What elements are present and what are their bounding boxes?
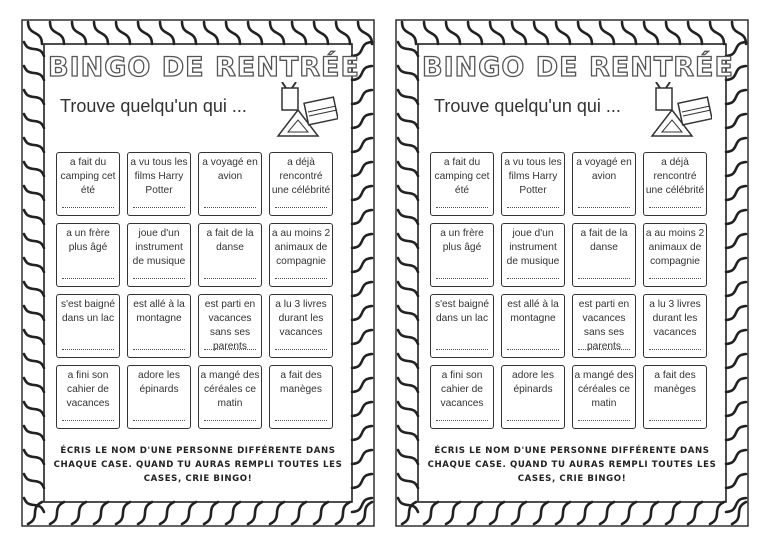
- name-write-line[interactable]: [62, 349, 114, 350]
- bingo-sheet-right: [388, 12, 756, 534]
- bingo-cell[interactable]: [198, 223, 262, 287]
- frame-wave-stroke: [398, 426, 418, 440]
- bingo-cell[interactable]: [501, 294, 565, 358]
- name-write-line[interactable]: [62, 207, 114, 208]
- frame-wave-stroke: [644, 22, 658, 44]
- frame-wave-stroke: [24, 426, 44, 440]
- frame-wave-stroke: [160, 502, 174, 524]
- frame-wave-stroke: [292, 502, 306, 524]
- cell-prompt: joue d'un instrument de musique: [132, 228, 186, 267]
- frame-wave-stroke: [446, 502, 460, 524]
- cell-prompt: a fait de la danse: [580, 228, 628, 253]
- cell-prompt: s'est baigné dans un lac: [60, 299, 116, 324]
- school-supplies-icon: [648, 82, 712, 140]
- name-write-line[interactable]: [578, 278, 630, 279]
- frame-wave-stroke: [24, 186, 44, 200]
- frame-wave-stroke: [314, 22, 328, 44]
- frame-wave-stroke: [398, 330, 418, 344]
- frame-wave-stroke: [732, 22, 746, 44]
- school-supplies-icon: [274, 82, 338, 140]
- frame-wave-stroke: [398, 210, 418, 224]
- frame-wave-stroke: [352, 258, 372, 272]
- frame-wave-stroke: [352, 162, 372, 176]
- frame-wave-stroke: [358, 22, 372, 44]
- bingo-cell[interactable]: [643, 223, 707, 287]
- bingo-cell[interactable]: [269, 294, 333, 358]
- frame-wave-stroke: [352, 402, 372, 416]
- frame-wave-stroke: [352, 306, 372, 320]
- frame-wave-stroke: [314, 502, 328, 524]
- frame-wave-stroke: [398, 138, 418, 152]
- bingo-cell[interactable]: [430, 294, 494, 358]
- pencil-cup-shape: [656, 88, 672, 110]
- bingo-cell[interactable]: [269, 152, 333, 216]
- name-write-line[interactable]: [507, 278, 559, 279]
- bingo-cell[interactable]: [501, 365, 565, 429]
- bingo-cell[interactable]: [643, 365, 707, 429]
- cell-prompt: a lu 3 livres durant les vacances: [649, 299, 701, 338]
- frame-wave-stroke: [352, 330, 372, 344]
- frame-wave-stroke: [24, 90, 44, 104]
- bingo-grid: [56, 152, 338, 429]
- frame-wave-stroke: [578, 502, 592, 524]
- bingo-cell[interactable]: [572, 223, 636, 287]
- pencil-cup-shape: [282, 88, 298, 110]
- frame-wave-stroke: [726, 210, 746, 224]
- cell-prompt: a voyagé en avion: [576, 157, 632, 182]
- frame-wave-stroke: [726, 378, 746, 392]
- frame-wave-stroke: [50, 22, 64, 44]
- frame-wave-stroke: [556, 502, 570, 524]
- name-write-line[interactable]: [133, 278, 185, 279]
- frame-wave-stroke: [600, 22, 614, 44]
- name-write-line[interactable]: [204, 278, 256, 279]
- sheet-content: [422, 48, 734, 500]
- frame-wave-stroke: [644, 502, 658, 524]
- bingo-cell[interactable]: [269, 223, 333, 287]
- bingo-cell[interactable]: [643, 294, 707, 358]
- frame-wave-stroke: [490, 22, 504, 44]
- frame-wave-stroke: [468, 22, 482, 44]
- frame-wave-stroke: [726, 354, 746, 368]
- cell-prompt: adore les épinards: [512, 370, 554, 395]
- frame-wave-stroke: [352, 282, 372, 296]
- frame-wave-stroke: [622, 502, 636, 524]
- frame-wave-stroke: [50, 502, 64, 524]
- frame-wave-stroke: [336, 502, 350, 524]
- pencil-shape: [292, 82, 296, 88]
- name-write-line[interactable]: [436, 420, 488, 421]
- frame-wave-stroke: [352, 186, 372, 200]
- frame-wave-stroke: [398, 378, 418, 392]
- frame-wave-stroke: [726, 426, 746, 440]
- frame-wave-stroke: [424, 502, 438, 524]
- frame-wave-stroke: [402, 22, 416, 44]
- cell-prompt: a fini son cahier de vacances: [440, 370, 484, 409]
- frame-wave-stroke: [72, 502, 86, 524]
- cell-prompt: a fait des manèges: [654, 370, 696, 395]
- bingo-cell[interactable]: [127, 294, 191, 358]
- sheet-title: BINGO DE RENTRÉE: [48, 52, 360, 83]
- cell-prompt: a fait du camping cet été: [60, 157, 116, 196]
- frame-wave-stroke: [226, 22, 240, 44]
- name-write-line[interactable]: [275, 207, 327, 208]
- bingo-cell[interactable]: [198, 294, 262, 358]
- frame-wave-stroke: [398, 234, 418, 248]
- frame-wave-stroke: [468, 502, 482, 524]
- frame-wave-stroke: [24, 234, 44, 248]
- frame-wave-stroke: [710, 22, 724, 44]
- frame-wave-stroke: [726, 282, 746, 296]
- frame-wave-stroke: [666, 22, 680, 44]
- instructions-text: ÉCRIS LE NOM D'UNE PERSONNE DIFFÉRENTE DANS CHAQUE CASE. QUAND TU AURAS REMPLI TOUTES LES CASES, CRIE BINGO!: [427, 446, 717, 484]
- frame-wave-stroke: [248, 502, 262, 524]
- name-write-line[interactable]: [275, 420, 327, 421]
- cell-prompt: est parti en vacances sans ses parents: [204, 299, 256, 352]
- frame-wave-stroke: [512, 22, 526, 44]
- frame-wave-stroke: [398, 306, 418, 320]
- pencil-shape: [282, 82, 286, 88]
- cell-prompt: a fait des manèges: [280, 370, 322, 395]
- frame-wave-stroke: [204, 22, 218, 44]
- frame-wave-stroke: [688, 502, 702, 524]
- frame-wave-stroke: [398, 474, 418, 488]
- frame-wave-stroke: [24, 498, 44, 512]
- frame-wave-stroke: [726, 138, 746, 152]
- frame-wave-stroke: [270, 502, 284, 524]
- frame-wave-stroke: [116, 502, 130, 524]
- frame-wave-stroke: [24, 354, 44, 368]
- bingo-cell[interactable]: [127, 365, 191, 429]
- frame-wave-stroke: [24, 378, 44, 392]
- frame-wave-stroke: [28, 22, 42, 44]
- name-write-line[interactable]: [133, 420, 185, 421]
- sheet-subtitle: Trouve quelqu'un qui ...: [60, 96, 247, 116]
- cell-prompt: a un frère plus âgé: [66, 228, 110, 253]
- frame-wave-stroke: [352, 114, 372, 128]
- bingo-cell[interactable]: [501, 223, 565, 287]
- cell-prompt: a au moins 2 animaux de compagnie: [645, 228, 705, 267]
- frame-wave-stroke: [726, 474, 746, 488]
- frame-wave-stroke: [726, 450, 746, 464]
- name-write-line[interactable]: [507, 207, 559, 208]
- frame-wave-stroke: [534, 502, 548, 524]
- bingo-cell[interactable]: [198, 365, 262, 429]
- name-write-line[interactable]: [133, 207, 185, 208]
- name-write-line[interactable]: [649, 349, 701, 350]
- sheet-content: [48, 48, 360, 500]
- name-write-line[interactable]: [436, 207, 488, 208]
- frame-wave-stroke: [398, 114, 418, 128]
- name-write-line[interactable]: [204, 207, 256, 208]
- bingo-cell[interactable]: [127, 152, 191, 216]
- frame-wave-stroke: [398, 258, 418, 272]
- frame-wave-stroke: [138, 502, 152, 524]
- frame-wave-stroke: [352, 426, 372, 440]
- bingo-cell[interactable]: [643, 152, 707, 216]
- bingo-cell[interactable]: [56, 294, 120, 358]
- cell-prompt: a mangé des céréales ce matin: [200, 370, 260, 409]
- cell-prompt: a mangé des céréales ce matin: [574, 370, 634, 409]
- name-write-line[interactable]: [436, 349, 488, 350]
- name-write-line[interactable]: [649, 278, 701, 279]
- sheet-title: BINGO DE RENTRÉE: [422, 52, 734, 83]
- frame-wave-stroke: [710, 502, 724, 524]
- frame-wave-stroke: [24, 258, 44, 272]
- frame-wave-stroke: [726, 330, 746, 344]
- frame-wave-stroke: [352, 378, 372, 392]
- name-write-line[interactable]: [649, 207, 701, 208]
- name-write-line[interactable]: [649, 420, 701, 421]
- frame-wave-stroke: [204, 502, 218, 524]
- name-write-line[interactable]: [507, 349, 559, 350]
- cell-prompt: a fini son cahier de vacances: [66, 370, 110, 409]
- cell-prompt: joue d'un instrument de musique: [506, 228, 560, 267]
- name-write-line[interactable]: [578, 349, 630, 350]
- name-write-line[interactable]: [62, 278, 114, 279]
- frame-wave-stroke: [622, 22, 636, 44]
- frame-wave-stroke: [398, 90, 418, 104]
- bingo-cell[interactable]: [127, 223, 191, 287]
- frame-wave-stroke: [688, 22, 702, 44]
- cell-prompt: a déjà rencontré une célébrité: [271, 157, 331, 196]
- cell-prompt: est parti en vacances sans ses parents: [578, 299, 630, 352]
- frame-wave-stroke: [292, 22, 306, 44]
- bingo-cell[interactable]: [56, 365, 120, 429]
- cell-prompt: a au moins 2 animaux de compagnie: [271, 228, 331, 267]
- frame-wave-stroke: [578, 22, 592, 44]
- frame-wave-stroke: [24, 66, 44, 80]
- frame-wave-stroke: [358, 502, 372, 524]
- name-write-line[interactable]: [275, 349, 327, 350]
- cell-prompt: a déjà rencontré une célébrité: [645, 157, 705, 196]
- bingo-sheet-left: [14, 12, 382, 534]
- frame-wave-stroke: [24, 114, 44, 128]
- frame-wave-stroke: [24, 210, 44, 224]
- bingo-cell[interactable]: [572, 294, 636, 358]
- frame-wave-stroke: [398, 498, 418, 512]
- frame-wave-stroke: [398, 450, 418, 464]
- frame-wave-stroke: [352, 474, 372, 488]
- cell-prompt: adore les épinards: [138, 370, 180, 395]
- name-write-line[interactable]: [62, 420, 114, 421]
- frame-wave-stroke: [24, 282, 44, 296]
- frame-wave-stroke: [352, 450, 372, 464]
- frame-wave-stroke: [726, 90, 746, 104]
- name-write-line[interactable]: [204, 349, 256, 350]
- instructions-text: ÉCRIS LE NOM D'UNE PERSONNE DIFFÉRENTE DANS CHAQUE CASE. QUAND TU AURAS REMPLI TOUTES LES CASES, CRIE BINGO!: [53, 446, 343, 484]
- pencil-shape: [666, 82, 670, 88]
- bingo-cell[interactable]: [56, 152, 120, 216]
- frame-wave-stroke: [352, 138, 372, 152]
- bingo-cell[interactable]: [198, 152, 262, 216]
- name-write-line[interactable]: [133, 349, 185, 350]
- frame-wave-stroke: [726, 162, 746, 176]
- bingo-cell[interactable]: [430, 365, 494, 429]
- frame-wave-stroke: [24, 450, 44, 464]
- frame-wave-stroke: [352, 210, 372, 224]
- frame-wave-stroke: [666, 502, 680, 524]
- frame-wave-stroke: [352, 234, 372, 248]
- frame-wave-stroke: [160, 22, 174, 44]
- frame-wave-stroke: [72, 22, 86, 44]
- name-write-line[interactable]: [275, 278, 327, 279]
- frame-wave-stroke: [352, 354, 372, 368]
- frame-wave-stroke: [726, 258, 746, 272]
- frame-wave-stroke: [24, 138, 44, 152]
- frame-wave-stroke: [732, 502, 746, 524]
- frame-wave-stroke: [726, 234, 746, 248]
- cell-prompt: a vu tous les films Harry Potter: [504, 157, 562, 196]
- cell-prompt: a un frère plus âgé: [440, 228, 484, 253]
- cell-prompt: a vu tous les films Harry Potter: [130, 157, 188, 196]
- bingo-cell[interactable]: [501, 152, 565, 216]
- frame-wave-stroke: [226, 502, 240, 524]
- frame-wave-stroke: [24, 162, 44, 176]
- frame-wave-stroke: [24, 474, 44, 488]
- name-write-line[interactable]: [507, 420, 559, 421]
- frame-wave-stroke: [182, 502, 196, 524]
- frame-wave-stroke: [398, 162, 418, 176]
- frame-wave-stroke: [24, 330, 44, 344]
- frame-wave-stroke: [446, 22, 460, 44]
- frame-wave-stroke: [248, 22, 262, 44]
- frame-wave-stroke: [726, 186, 746, 200]
- bingo-cell[interactable]: [572, 365, 636, 429]
- frame-wave-stroke: [726, 114, 746, 128]
- frame-wave-stroke: [270, 22, 284, 44]
- frame-wave-stroke: [398, 282, 418, 296]
- name-write-line[interactable]: [204, 420, 256, 421]
- frame-wave-stroke: [24, 306, 44, 320]
- bingo-cell[interactable]: [430, 152, 494, 216]
- name-write-line[interactable]: [578, 207, 630, 208]
- cell-prompt: est allé à la montagne: [133, 299, 185, 324]
- cell-prompt: est allé à la montagne: [507, 299, 559, 324]
- frame-wave-stroke: [398, 354, 418, 368]
- cell-prompt: s'est baigné dans un lac: [434, 299, 490, 324]
- frame-wave-stroke: [94, 502, 108, 524]
- sheet-subtitle: Trouve quelqu'un qui ...: [434, 96, 621, 116]
- frame-wave-stroke: [352, 90, 372, 104]
- bingo-cell[interactable]: [572, 152, 636, 216]
- name-write-line[interactable]: [578, 420, 630, 421]
- name-write-line[interactable]: [436, 278, 488, 279]
- bingo-cell[interactable]: [56, 223, 120, 287]
- bingo-cell[interactable]: [430, 223, 494, 287]
- cell-prompt: a fait du camping cet été: [434, 157, 490, 196]
- frame-wave-stroke: [600, 502, 614, 524]
- bingo-cell[interactable]: [269, 365, 333, 429]
- pencil-shape: [656, 82, 660, 88]
- frame-wave-stroke: [398, 186, 418, 200]
- frame-wave-stroke: [726, 402, 746, 416]
- cell-prompt: a fait de la danse: [206, 228, 254, 253]
- bingo-grid: [430, 152, 712, 429]
- frame-wave-stroke: [24, 402, 44, 416]
- cell-prompt: a lu 3 livres durant les vacances: [275, 299, 327, 338]
- frame-wave-stroke: [534, 22, 548, 44]
- frame-wave-stroke: [424, 22, 438, 44]
- frame-wave-stroke: [182, 22, 196, 44]
- cell-prompt: a voyagé en avion: [202, 157, 258, 182]
- frame-wave-stroke: [490, 502, 504, 524]
- frame-wave-stroke: [94, 22, 108, 44]
- frame-wave-stroke: [556, 22, 570, 44]
- frame-wave-stroke: [116, 22, 130, 44]
- frame-wave-stroke: [336, 22, 350, 44]
- frame-wave-stroke: [512, 502, 526, 524]
- frame-wave-stroke: [726, 306, 746, 320]
- frame-wave-stroke: [138, 22, 152, 44]
- frame-wave-stroke: [398, 402, 418, 416]
- frame-wave-stroke: [398, 66, 418, 80]
